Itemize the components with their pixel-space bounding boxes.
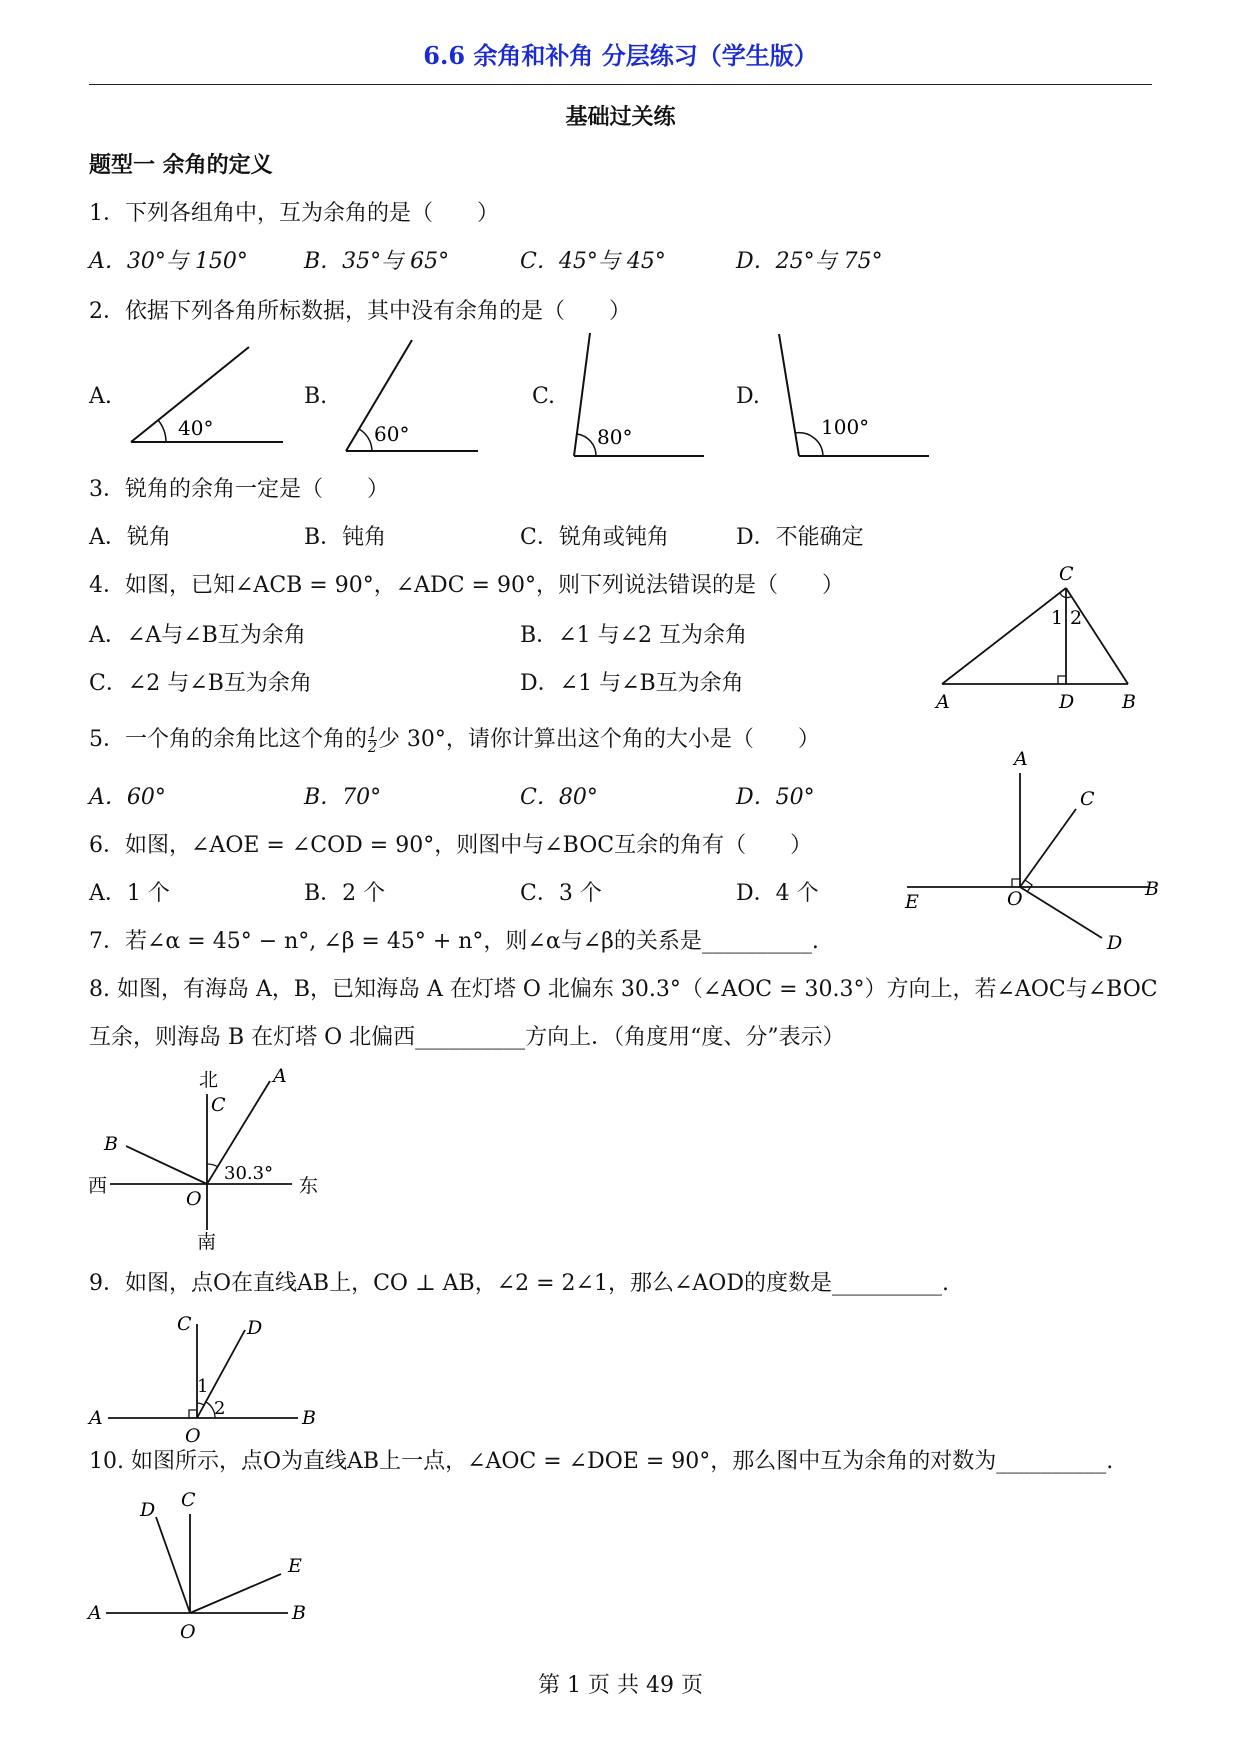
q6-option-b: B．2 个 xyxy=(304,881,386,906)
q4-label-c: C xyxy=(1059,563,1074,585)
q4-option-c: C．∠2 与∠B互为余角 xyxy=(89,671,312,696)
q5-frac-num: 1 xyxy=(368,724,377,741)
q2-option-c: C. xyxy=(532,384,556,409)
q1-option-b: B．35°与 65° xyxy=(304,249,450,274)
q4-option-d: D．∠1 与∠B互为余角 xyxy=(520,671,744,696)
q1-stem: 1．下列各组角中，互为余角的是（ ） xyxy=(89,201,499,226)
q9-label-2: 2 xyxy=(214,1398,226,1419)
q5-option-d: D．50° xyxy=(736,785,815,810)
q2-option-d: D. xyxy=(736,384,760,409)
header-rule xyxy=(89,84,1152,85)
q9-stem: 9．如图，点O在直线AB上，CO ⊥ AB，∠2 = 2∠1，那么∠AOD的度数是__________. xyxy=(89,1271,949,1296)
q2-angle-d-label: 100° xyxy=(821,415,870,439)
q9-label-d: D xyxy=(247,1317,263,1339)
q4-label-d: D xyxy=(1059,691,1075,713)
q5-stem-part1: 5．一个角的余角比这个角的 xyxy=(89,727,367,752)
q1-option-c: C．45°与 45° xyxy=(520,249,666,274)
q5-fraction xyxy=(368,726,377,755)
q6-label-b: B xyxy=(1145,878,1159,900)
q4-label-b: B xyxy=(1122,691,1136,713)
q10-angle-figure xyxy=(80,1486,340,1646)
q1-option-d: D．25°与 75° xyxy=(736,249,883,274)
q6-label-e: E xyxy=(905,891,919,913)
q6-option-c: C．3 个 xyxy=(520,881,602,906)
q3-option-b: B．钝角 xyxy=(304,525,387,550)
q2-stem: 2．依据下列各角所标数据，其中没有余角的是（ ） xyxy=(89,299,631,324)
q3-option-c: C．锐角或钝角 xyxy=(520,525,669,550)
q5-option-b: B．70° xyxy=(304,785,382,810)
q6-label-o: O xyxy=(1007,888,1023,910)
q10-label-a: A xyxy=(88,1602,102,1624)
q2-option-a: A. xyxy=(89,384,112,409)
q9-label-o: O xyxy=(185,1425,201,1447)
q10-label-b: B xyxy=(292,1602,306,1624)
q10-label-d: D xyxy=(140,1499,156,1521)
q3-stem: 3．锐角的余角一定是（ ） xyxy=(89,477,389,502)
q2-angle-b-figure xyxy=(346,340,478,451)
q8-line1: 8. 如图，有海岛 A，B，已知海岛 A 在灯塔 O 北偏东 30.3°（∠AOC = 30.3°）方向上，若∠AOC与∠BOC xyxy=(89,977,1158,1002)
section-title: 基础过关练 xyxy=(565,104,676,130)
q6-option-d: D．4 个 xyxy=(736,881,819,906)
q4-option-b: B．∠1 与∠2 互为余角 xyxy=(520,623,748,648)
q8-label-angle: 30.3° xyxy=(224,1163,274,1184)
q8-label-c: C xyxy=(211,1094,226,1116)
q6-stem: 6．如图，∠AOE = ∠COD = 90°，则图中与∠BOC互余的角有（ ） xyxy=(89,833,813,858)
q8-label-o: O xyxy=(186,1188,202,1210)
q4-stem: 4．如图，已知∠ACB = 90°，∠ADC = 90°，则下列说法错误的是（ ） xyxy=(89,573,844,598)
q1-option-a: A．30°与 150° xyxy=(89,249,248,274)
q10-stem: 10. 如图所示，点O为直线AB上一点，∠AOC = ∠DOE = 90°，那么图中互为余角的对数为__________. xyxy=(89,1449,1114,1474)
q6-label-a: A xyxy=(1014,748,1028,770)
q5-option-a: A．60° xyxy=(89,785,166,810)
q2-angle-d-figure xyxy=(779,334,929,456)
q8-label-a: A xyxy=(273,1065,287,1087)
q8-label-west: 西 xyxy=(88,1175,108,1197)
q6-option-a: A．1 个 xyxy=(89,881,170,906)
q10-label-o: O xyxy=(180,1621,196,1643)
q6-label-c: C xyxy=(1080,788,1095,810)
page-footer: 第 1 页 共 49 页 xyxy=(538,1673,703,1698)
q9-angle-figure xyxy=(80,1302,340,1447)
q8-line2: 互余，则海岛 B 在灯塔 O 北偏西__________方向上．（角度用“度、分”表示） xyxy=(89,1025,845,1050)
q6-label-d: D xyxy=(1107,932,1123,954)
q2-angle-a-label: 40° xyxy=(178,416,214,440)
q3-option-a: A．锐角 xyxy=(89,525,171,550)
q7-stem: 7．若∠α = 45° − n°, ∠β = 45° + n°，则∠α与∠β的关系是__________. xyxy=(89,929,819,954)
q9-label-c: C xyxy=(177,1313,192,1335)
q3-option-d: D．不能确定 xyxy=(736,525,864,550)
q4-triangle-figure xyxy=(920,563,1160,718)
q8-compass-figure xyxy=(80,1065,340,1253)
q8-label-south: 南 xyxy=(197,1231,217,1253)
q2-angle-c-figure xyxy=(574,333,704,456)
q9-label-1: 1 xyxy=(197,1376,209,1397)
q5-frac-den: 2 xyxy=(368,739,377,756)
q9-label-b: B xyxy=(302,1407,316,1429)
q8-label-north: 北 xyxy=(199,1069,219,1091)
q2-angle-b-label: 60° xyxy=(374,422,410,446)
q4-label-1: 1 xyxy=(1051,607,1064,629)
q6-angle-figure xyxy=(895,745,1175,965)
q5-option-c: C．80° xyxy=(520,785,598,810)
q8-label-east: 东 xyxy=(299,1175,319,1197)
question-type-heading: 题型一 余角的定义 xyxy=(89,152,273,178)
q5-stem-part2: 少 30°，请你计算出这个角的大小是（ ） xyxy=(377,727,820,752)
q2-angle-figures xyxy=(0,330,1241,470)
q10-label-e: E xyxy=(288,1555,302,1577)
q2-option-b: B. xyxy=(304,384,328,409)
q4-option-a: A．∠A与∠B互为余角 xyxy=(89,623,306,648)
q9-label-a: A xyxy=(89,1407,103,1429)
q2-angle-a-figure xyxy=(131,347,283,442)
q5-stem xyxy=(89,722,820,755)
page-title: 6.6 余角和补角 分层练习（学生版） xyxy=(423,41,818,70)
q8-label-b: B xyxy=(104,1133,118,1155)
q4-label-2: 2 xyxy=(1070,607,1083,629)
q10-label-c: C xyxy=(181,1489,196,1511)
q4-label-a: A xyxy=(936,691,950,713)
q2-angle-c-label: 80° xyxy=(597,425,633,449)
